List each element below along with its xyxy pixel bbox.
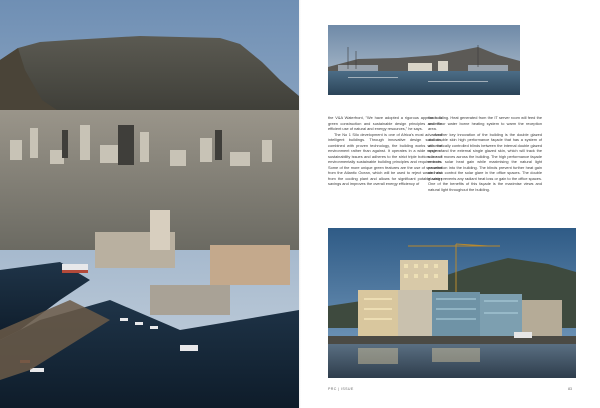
column-1-paragraph-2: The No 1 Silo development is one of Africa's most advanced intelligent buildings. Through innovative design solutions, combined with proven technology, the building works with the environment rather than against. It operates in a wide range of sustainability issues and adheres to the strict triple bottom line of environmentally sustainable building principles and requirements. Some of the more unique green features are the use of seawater from the Atlantic Ocean, which will be used to reject waste heat from the cooling plant and allows for significant potable water savings and improves the overall energy efficiency of [328,131,442,186]
aerial-waterfront-photo [0,0,299,408]
harbour-photo-illustration [328,25,520,95]
page-number: 83 [568,387,572,391]
article-column-2 [428,115,542,192]
column-2-paragraph-2: Another key innovation of the building is the double glazed and double skin high performance façade that has a system of automatically controlled blinds between the internal double glazed system and the external single glazed skin, which will track the sun as it moves across the building. The high performance façade reduces solar heat gain while maximising the natural light penetration into the building. The blinds prevent further heat gain and also control the solar glare in the office spaces. The double glazing prevents any radiant heat loss or gain to the office spaces. One of the benefits of this façade is the maximise views and natural light throughout the building. [428,131,542,192]
column-2-paragraph-1: the building. Heat generated from the IT server room will feed the underfloor water borne heating system to warm the reception area. [428,115,542,131]
silo-building-photo [328,228,576,378]
aerial-photo-illustration [0,0,299,408]
page-gutter [299,0,301,408]
harbour-photo [328,25,520,95]
article-column-1 [328,115,442,187]
silo-photo-illustration [328,228,576,378]
footer-issue-label: PRC | ISSUE [328,387,354,391]
column-1-paragraph-1: the V&A Waterfront, "We have adopted a rigorous approach to green construction and sustainable design principles and the efficient use of natural and energy resources," he says. [328,115,442,131]
